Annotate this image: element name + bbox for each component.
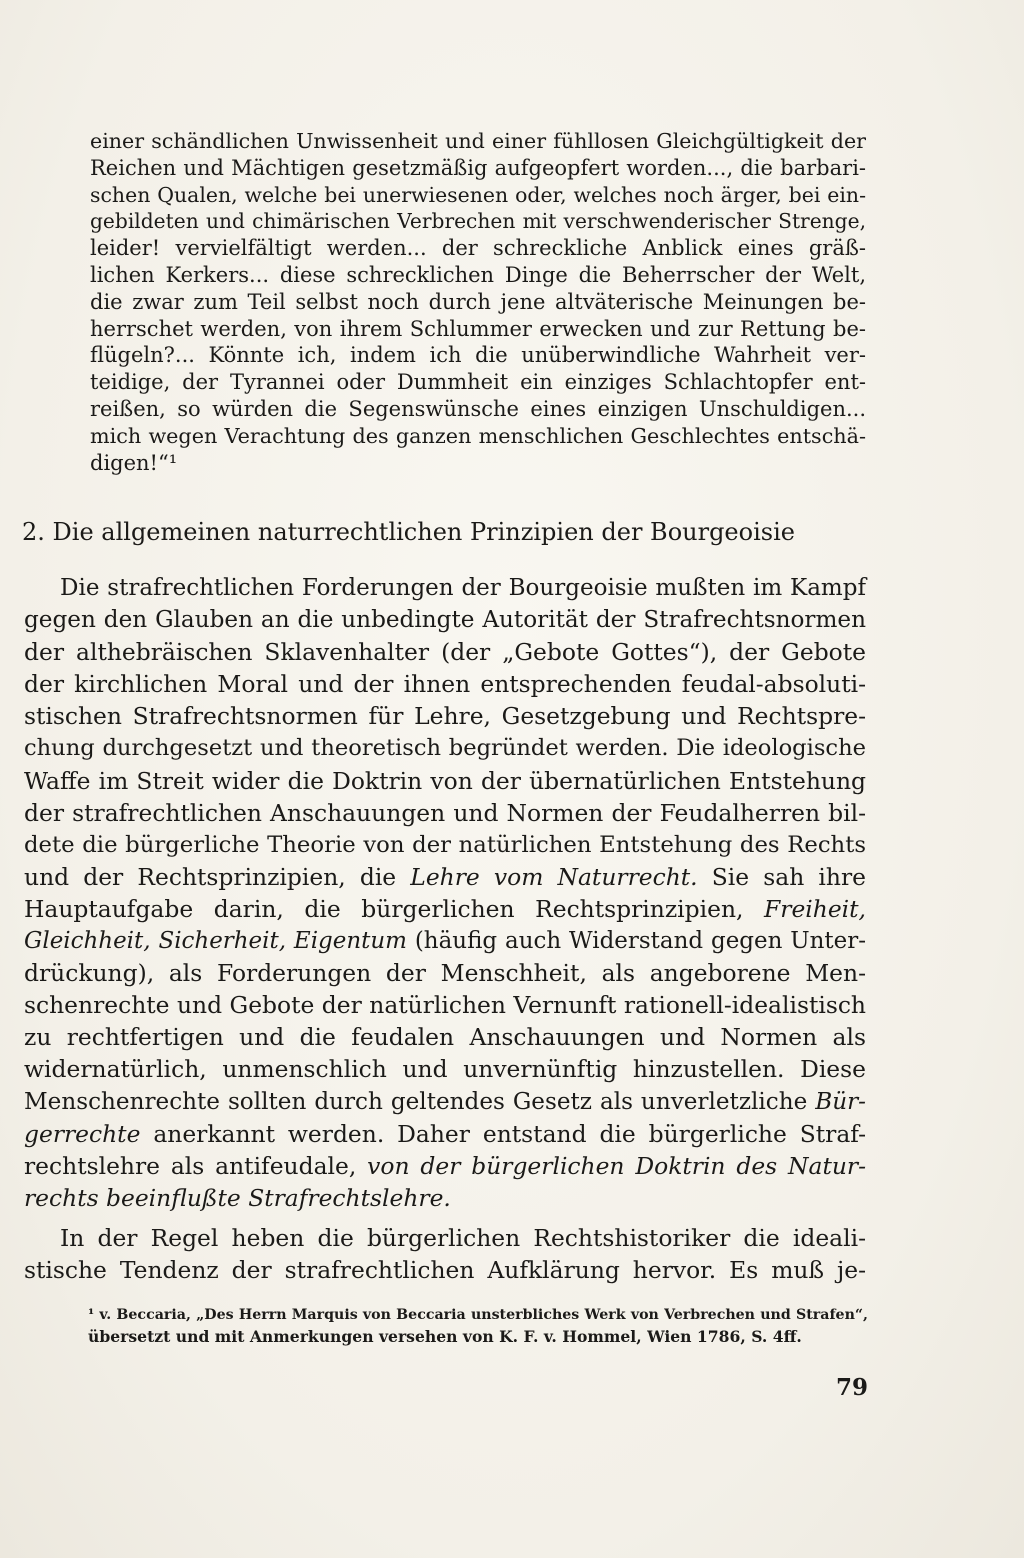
quote-line: reißen, so würden die Segenswünsche eines einzigen Unschuldigen...	[90, 396, 866, 421]
footnote-line: ¹ v. Beccaria, „Des Herrn Marquis von Beccaria unsterbliches Werk von Verbrechen und Strafen“,	[88, 1307, 868, 1323]
page-number: 79	[835, 1374, 868, 1401]
paragraph-line: widernatürlich, unmenschlich und unvernünftig hinzustellen. Diese	[24, 1055, 866, 1084]
quote-line: leider! vervielfältigt werden... der schreckliche Anblick eines gräß-	[90, 236, 866, 261]
text-run: Hauptaufgabe darin, die bürgerlichen Rechtsprinzipien,	[24, 894, 765, 923]
text-run: anerkannt werden. Daher entstand die bürgerliche Straf-	[140, 1119, 866, 1148]
paragraph-line	[24, 861, 866, 893]
italic-term: Gleichheit, Sicherheit, Eigentum	[24, 928, 407, 955]
footnote-block	[88, 1305, 868, 1347]
paragraph-line	[24, 1118, 866, 1150]
italic-term: Bür-	[815, 1088, 866, 1115]
quotation-block	[90, 128, 866, 476]
paragraph-gap	[24, 1214, 866, 1222]
paragraph-line: der althebräischen Sklavenhalter (der „Gebote Gottes“), der Gebote	[24, 638, 866, 667]
text-run: Sie sah ihre	[697, 862, 866, 891]
paragraph-line: Waffe im Streit wider die Doktrin von der übernatürlichen Entstehung	[24, 766, 866, 795]
quote-line: Reichen und Mächtigen gesetzmäßig aufgeopfert worden..., die barbari-	[90, 155, 866, 180]
paragraph-line: der kirchlichen Moral und der ihnen entsprechenden feudal-absoluti-	[24, 670, 866, 699]
quote-line: flügeln?... Könnte ich, indem ich die unüberwindliche Wahrheit ver-	[90, 343, 866, 368]
quote-line: gebildeten und chimärischen Verbrechen mit verschwenderischer Strenge,	[90, 209, 866, 234]
paragraph-line	[24, 1150, 866, 1182]
quote-line: mich wegen Verachtung des ganzen menschlichen Geschlechtes entschä-	[90, 423, 866, 448]
body-text	[24, 572, 866, 1286]
paragraph-line	[24, 893, 866, 925]
quote-line: teidige, der Tyrannei oder Dummheit ein einziges Schlachtopfer ent-	[90, 370, 866, 395]
text-run: Menschenrechte sollten durch geltendes Gesetz als unverletzliche	[24, 1088, 816, 1115]
italic-term: rechts beeinflußte Strafrechtslehre.	[24, 1183, 451, 1212]
paragraph-line: drückung), als Forderungen der Menschheit, als angeborene Men-	[24, 959, 866, 988]
italic-term: Freiheit,	[764, 894, 866, 923]
paragraph-line: stische Tendenz der strafrechtlichen Aufklärung hervor. Es muß je-	[24, 1255, 866, 1284]
paragraph-line: zu rechtfertigen und die feudalen Anschauungen und Normen als	[24, 1023, 866, 1052]
footnote-line: übersetzt und mit Anmerkungen versehen von K. F. v. Hommel, Wien 1786, S. 4ff.	[88, 1327, 802, 1346]
text-run: rechtslehre als antifeudale,	[24, 1151, 368, 1180]
italic-term: von der bürgerlichen Doktrin des Natur-	[367, 1151, 866, 1180]
paragraph-line: gegen den Glauben an die unbedingte Autorität der Strafrechtsnormen	[24, 607, 866, 634]
paragraph-line: stischen Strafrechtsnormen für Lehre, Gesetzgebung und Rechtspre-	[24, 702, 866, 731]
paragraph-line: dete die bürgerliche Theorie von der natürlichen Entstehung des Rechts	[24, 831, 866, 858]
quote-line: schen Qualen, welche bei unerwiesenen oder, welches noch ärger, bei ein-	[90, 182, 866, 207]
text-run: und der Rechtsprinzipien, die	[24, 862, 411, 891]
paragraph-line: schenrechte und Gebote der natürlichen Vernunft rationell-idealistisch	[24, 991, 866, 1020]
section-heading: 2. Die allgemeinen naturrechtlichen Prinzipien der Bourgeoisie	[22, 518, 795, 546]
quote-line: einer schändlichen Unwissenheit und einer fühllosen Gleichgültigkeit der	[90, 129, 866, 153]
italic-term: gerrechte	[24, 1119, 141, 1148]
paragraph-line: In der Regel heben die bürgerlichen Rechtshistoriker die ideali-	[60, 1223, 866, 1252]
paragraph-line	[24, 1182, 866, 1214]
quote-line: die zwar zum Teil selbst noch durch jene altväterische Meinungen be-	[90, 289, 866, 314]
paragraph-line	[24, 925, 866, 957]
quote-line: herrschet werden, von ihrem Schlummer erwecken und zur Rettung be-	[90, 316, 866, 341]
quote-line: lichen Kerkers... diese schrecklichen Dinge die Beherrscher der Welt,	[90, 262, 866, 287]
italic-term: Lehre vom Naturrecht.	[410, 862, 698, 891]
paragraph-line	[24, 1086, 866, 1118]
paragraph-line: der strafrechtlichen Anschauungen und Normen der Feudalherren bil-	[24, 798, 866, 827]
quote-line: digen!“¹	[90, 450, 178, 475]
paragraph-line: chung durchgesetzt und theoretisch begründet werden. Die ideologische	[24, 735, 866, 762]
text-run: (häufig auch Widerstand gegen Unter-	[406, 928, 866, 955]
paragraph-line: Die strafrechtlichen Forderungen der Bourgeoisie mußten im Kampf	[60, 575, 866, 601]
